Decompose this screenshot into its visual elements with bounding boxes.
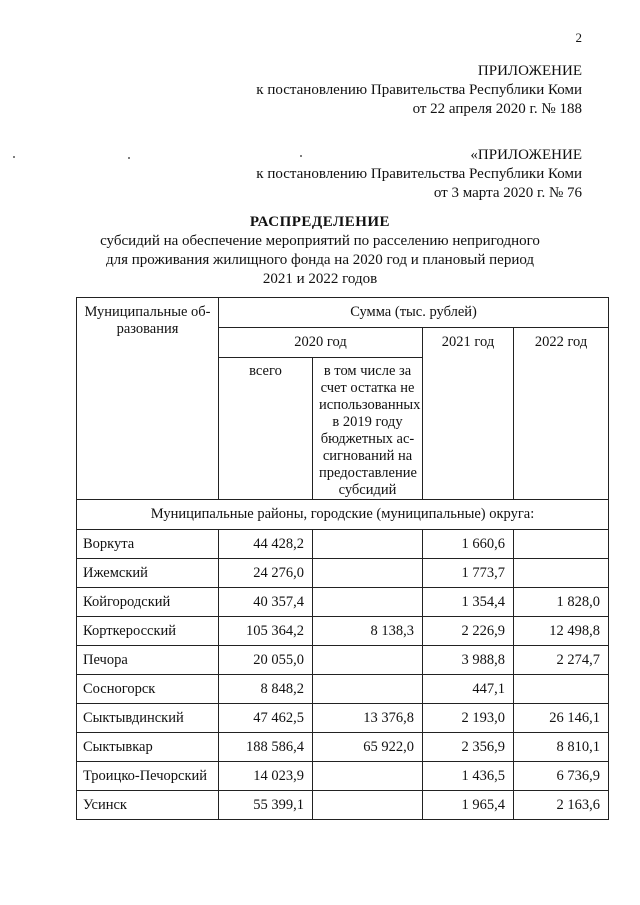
table-row	[77, 675, 609, 704]
total-cell: 24 276,0	[219, 559, 313, 588]
table-row	[77, 617, 609, 646]
y2022-cell	[514, 559, 609, 588]
remainder-cell	[313, 791, 423, 820]
table-row	[77, 530, 609, 559]
appendix-header-current	[256, 62, 582, 119]
remainder-cell	[313, 530, 423, 559]
remainder-cell	[313, 559, 423, 588]
y2021-cell: 2 226,9	[423, 617, 514, 646]
total-cell: 105 364,2	[219, 617, 313, 646]
page-number: 2	[575, 30, 582, 45]
header-2022: 2022 год	[514, 328, 609, 500]
table-row	[77, 559, 609, 588]
header-municipal: Муниципальные об-разования	[77, 298, 219, 500]
table-row	[77, 588, 609, 617]
table-row	[77, 762, 609, 791]
remainder-cell: 8 138,3	[313, 617, 423, 646]
appendix-header-original	[256, 146, 582, 203]
y2021-cell: 2 193,0	[423, 704, 514, 733]
y2021-cell: 1 436,5	[423, 762, 514, 791]
y2022-cell: 26 146,1	[514, 704, 609, 733]
appendix-resolution: к постановлению Правительства Республики Коми	[256, 166, 582, 182]
y2021-cell: 1 354,4	[423, 588, 514, 617]
y2022-cell	[514, 530, 609, 559]
total-cell: 44 428,2	[219, 530, 313, 559]
y2021-cell: 1 773,7	[423, 559, 514, 588]
total-cell: 8 848,2	[219, 675, 313, 704]
document-title	[0, 213, 640, 289]
y2022-cell: 1 828,0	[514, 588, 609, 617]
header-2021: 2021 год	[423, 328, 514, 500]
y2022-cell: 6 736,9	[514, 762, 609, 791]
municipality-cell: Койгородский	[77, 588, 219, 617]
y2021-cell: 3 988,8	[423, 646, 514, 675]
section-heading: Муниципальные районы, городские (муниципальные) округа:	[77, 500, 609, 530]
y2021-cell: 447,1	[423, 675, 514, 704]
header-sum: Сумма (тыс. рублей)	[219, 298, 609, 328]
header-total: всего	[219, 358, 313, 500]
remainder-cell: 13 376,8	[313, 704, 423, 733]
appendix-date: от 3 марта 2020 г. № 76	[433, 185, 582, 201]
municipality-cell: Усинск	[77, 791, 219, 820]
table-row	[77, 704, 609, 733]
total-cell: 55 399,1	[219, 791, 313, 820]
subsidy-table	[76, 297, 609, 820]
remainder-cell	[313, 646, 423, 675]
y2022-cell: 12 498,8	[514, 617, 609, 646]
y2022-cell: 2 274,7	[514, 646, 609, 675]
remainder-cell: 65 922,0	[313, 733, 423, 762]
table-row	[77, 791, 609, 820]
total-cell: 47 462,5	[219, 704, 313, 733]
y2022-cell	[514, 675, 609, 704]
municipality-cell: Ижемский	[77, 559, 219, 588]
appendix-label: ПРИЛОЖЕНИЕ	[477, 63, 582, 79]
appendix-date: от 22 апреля 2020 г. № 188	[412, 101, 582, 117]
municipality-cell: Воркута	[77, 530, 219, 559]
municipality-cell: Сосногорск	[77, 675, 219, 704]
header-2020: 2020 год	[219, 328, 423, 358]
title-line: для проживания жилищного фонда на 2020 год и плановый период	[105, 252, 535, 268]
title-line: 2021 и 2022 годов	[262, 271, 378, 287]
total-cell: 188 586,4	[219, 733, 313, 762]
remainder-cell	[313, 762, 423, 791]
y2021-cell: 1 965,4	[423, 791, 514, 820]
table-row	[77, 646, 609, 675]
appendix-resolution: к постановлению Правительства Республики Коми	[256, 82, 582, 98]
total-cell: 14 023,9	[219, 762, 313, 791]
remainder-cell	[313, 588, 423, 617]
municipality-cell: Сыктывкар	[77, 733, 219, 762]
header-remainder: в том числе за счет остатка не использованных в 2019 году бюджетных ас-сигнований на предоставление субсидий	[313, 358, 423, 500]
remainder-cell	[313, 675, 423, 704]
y2021-cell: 2 356,9	[423, 733, 514, 762]
municipality-cell: Троицко-Печорский	[77, 762, 219, 791]
appendix-label: «ПРИЛОЖЕНИЕ	[470, 147, 582, 163]
title-line: субсидий на обеспечение мероприятий по расселению непригодного	[100, 233, 540, 249]
municipality-cell: Корткеросский	[77, 617, 219, 646]
y2022-cell: 2 163,6	[514, 791, 609, 820]
title-heading: РАСПРЕДЕЛЕНИЕ	[249, 214, 391, 230]
municipality-cell: Печора	[77, 646, 219, 675]
total-cell: 20 055,0	[219, 646, 313, 675]
total-cell: 40 357,4	[219, 588, 313, 617]
table-row	[77, 733, 609, 762]
y2021-cell: 1 660,6	[423, 530, 514, 559]
y2022-cell: 8 810,1	[514, 733, 609, 762]
municipality-cell: Сыктывдинский	[77, 704, 219, 733]
